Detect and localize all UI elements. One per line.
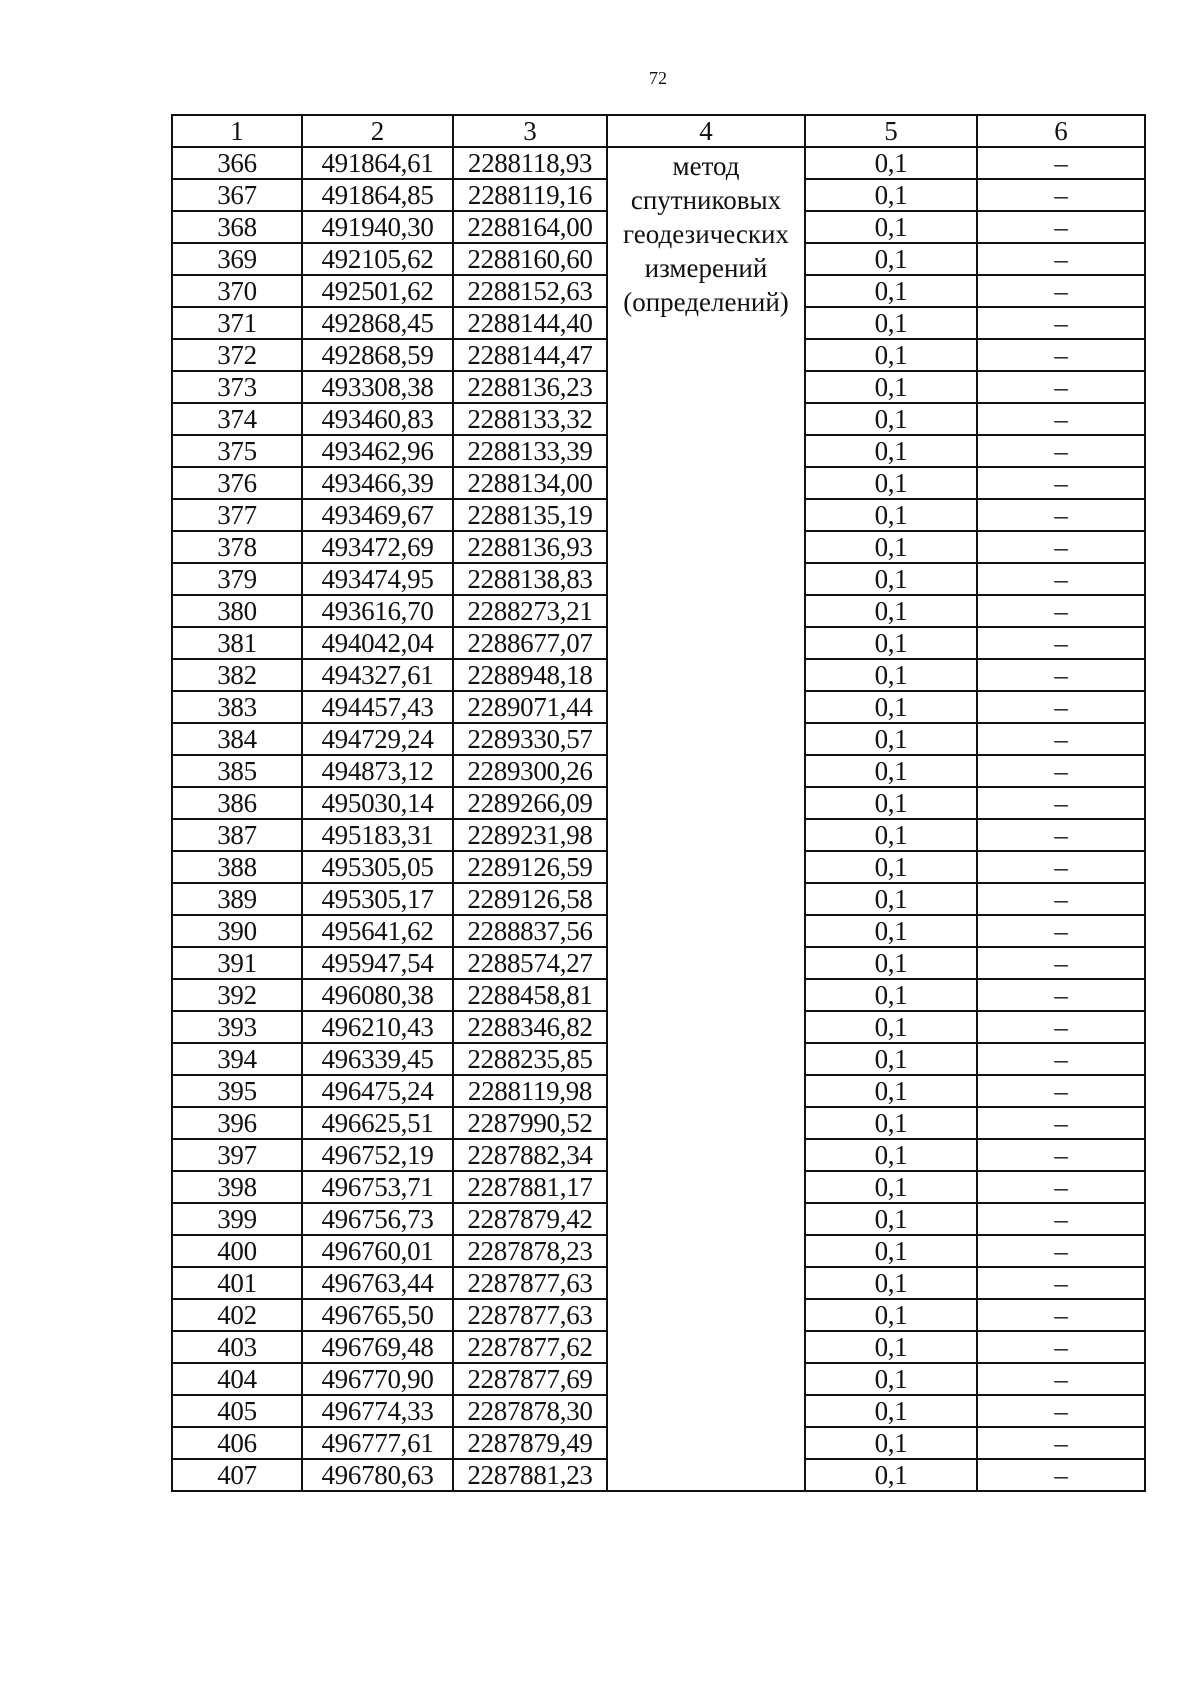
accuracy-cell: 0,1 [805,1139,977,1171]
coord-x-cell: 494457,43 [302,691,453,723]
point-number-cell: 396 [172,1107,302,1139]
coord-x-cell: 495947,54 [302,947,453,979]
coord-y-cell: 2288133,32 [453,403,607,435]
note-cell: – [977,1395,1145,1427]
note-cell: – [977,147,1145,179]
accuracy-cell: 0,1 [805,339,977,371]
coord-x-cell: 496753,71 [302,1171,453,1203]
accuracy-cell: 0,1 [805,1203,977,1235]
coord-x-cell: 491940,30 [302,211,453,243]
note-cell: – [977,339,1145,371]
coord-y-cell: 2288273,21 [453,595,607,627]
coord-x-cell: 495030,14 [302,787,453,819]
point-number-cell: 388 [172,851,302,883]
note-cell: – [977,403,1145,435]
accuracy-cell: 0,1 [805,691,977,723]
coord-y-cell: 2287879,49 [453,1427,607,1459]
point-number-cell: 379 [172,563,302,595]
accuracy-cell: 0,1 [805,1043,977,1075]
point-number-cell: 373 [172,371,302,403]
coord-y-cell: 2288346,82 [453,1011,607,1043]
coord-x-cell: 496210,43 [302,1011,453,1043]
coord-x-cell: 496752,19 [302,1139,453,1171]
coord-y-cell: 2287881,23 [453,1459,607,1491]
note-cell: – [977,1235,1145,1267]
coord-y-cell: 2288136,23 [453,371,607,403]
coord-x-cell: 495305,17 [302,883,453,915]
accuracy-cell: 0,1 [805,1299,977,1331]
coord-x-cell: 493472,69 [302,531,453,563]
method-cell [607,147,805,1491]
point-number-cell: 407 [172,1459,302,1491]
point-number-cell: 376 [172,467,302,499]
coord-y-cell: 2289126,59 [453,851,607,883]
coord-y-cell: 2287882,34 [453,1139,607,1171]
note-cell: – [977,659,1145,691]
accuracy-cell: 0,1 [805,851,977,883]
accuracy-cell: 0,1 [805,467,977,499]
method-text-line: геодезических [623,219,789,249]
note-cell: – [977,1299,1145,1331]
coord-x-cell: 496760,01 [302,1235,453,1267]
coord-x-cell: 495305,05 [302,851,453,883]
accuracy-cell: 0,1 [805,531,977,563]
note-cell: – [977,371,1145,403]
point-number-cell: 366 [172,147,302,179]
point-number-cell: 367 [172,179,302,211]
note-cell: – [977,947,1145,979]
accuracy-cell: 0,1 [805,1075,977,1107]
coordinates-table [171,114,1146,1492]
accuracy-cell: 0,1 [805,659,977,691]
note-cell: – [977,211,1145,243]
coord-x-cell: 491864,85 [302,179,453,211]
note-cell: – [977,307,1145,339]
coord-x-cell: 492105,62 [302,243,453,275]
accuracy-cell: 0,1 [805,915,977,947]
coord-x-cell: 496475,24 [302,1075,453,1107]
coord-x-cell: 496625,51 [302,1107,453,1139]
coord-y-cell: 2288458,81 [453,979,607,1011]
header-col-1: 1 [172,115,302,147]
coord-x-cell: 493469,67 [302,499,453,531]
coord-y-cell: 2287877,69 [453,1363,607,1395]
coord-y-cell: 2289266,09 [453,787,607,819]
accuracy-cell: 0,1 [805,1363,977,1395]
coord-x-cell: 496769,48 [302,1331,453,1363]
accuracy-cell: 0,1 [805,275,977,307]
point-number-cell: 375 [172,435,302,467]
header-row [172,115,1145,147]
note-cell: – [977,1363,1145,1395]
note-cell: – [977,435,1145,467]
coord-x-cell: 492501,62 [302,275,453,307]
coord-y-cell: 2288144,40 [453,307,607,339]
accuracy-cell: 0,1 [805,1427,977,1459]
accuracy-cell: 0,1 [805,1171,977,1203]
accuracy-cell: 0,1 [805,211,977,243]
point-number-cell: 371 [172,307,302,339]
coord-y-cell: 2288152,63 [453,275,607,307]
note-cell: – [977,1427,1145,1459]
point-number-cell: 387 [172,819,302,851]
accuracy-cell: 0,1 [805,563,977,595]
accuracy-cell: 0,1 [805,1459,977,1491]
point-number-cell: 370 [172,275,302,307]
note-cell: – [977,1011,1145,1043]
point-number-cell: 404 [172,1363,302,1395]
header-col-5: 5 [805,115,977,147]
coord-y-cell: 2288948,18 [453,659,607,691]
accuracy-cell: 0,1 [805,435,977,467]
accuracy-cell: 0,1 [805,371,977,403]
coord-y-cell: 2287878,23 [453,1235,607,1267]
point-number-cell: 380 [172,595,302,627]
coord-y-cell: 2287881,17 [453,1171,607,1203]
method-text-line: измерений [644,253,768,283]
point-number-cell: 384 [172,723,302,755]
coord-x-cell: 492868,59 [302,339,453,371]
note-cell: – [977,243,1145,275]
coord-x-cell: 493466,39 [302,467,453,499]
coord-x-cell: 494042,04 [302,627,453,659]
note-cell: – [977,595,1145,627]
method-text-line: (определений) [623,287,789,317]
coord-x-cell: 496774,33 [302,1395,453,1427]
coord-x-cell: 493462,96 [302,435,453,467]
accuracy-cell: 0,1 [805,1235,977,1267]
accuracy-cell: 0,1 [805,147,977,179]
point-number-cell: 394 [172,1043,302,1075]
note-cell: – [977,979,1145,1011]
coord-y-cell: 2287877,63 [453,1267,607,1299]
point-number-cell: 392 [172,979,302,1011]
point-number-cell: 389 [172,883,302,915]
header-col-6: 6 [977,115,1145,147]
accuracy-cell: 0,1 [805,1011,977,1043]
note-cell: – [977,883,1145,915]
coord-y-cell: 2287877,62 [453,1331,607,1363]
point-number-cell: 406 [172,1427,302,1459]
point-number-cell: 400 [172,1235,302,1267]
point-number-cell: 401 [172,1267,302,1299]
note-cell: – [977,691,1145,723]
coord-x-cell: 492868,45 [302,307,453,339]
note-cell: – [977,499,1145,531]
coord-x-cell: 493474,95 [302,563,453,595]
accuracy-cell: 0,1 [805,307,977,339]
point-number-cell: 398 [172,1171,302,1203]
coord-y-cell: 2287879,42 [453,1203,607,1235]
coord-y-cell: 2288164,00 [453,211,607,243]
note-cell: – [977,1331,1145,1363]
coord-x-cell: 496339,45 [302,1043,453,1075]
coord-x-cell: 493616,70 [302,595,453,627]
point-number-cell: 382 [172,659,302,691]
point-number-cell: 381 [172,627,302,659]
accuracy-cell: 0,1 [805,787,977,819]
accuracy-cell: 0,1 [805,819,977,851]
accuracy-cell: 0,1 [805,979,977,1011]
accuracy-cell: 0,1 [805,243,977,275]
note-cell: – [977,563,1145,595]
point-number-cell: 405 [172,1395,302,1427]
point-number-cell: 383 [172,691,302,723]
coord-x-cell: 496080,38 [302,979,453,1011]
coord-y-cell: 2288160,60 [453,243,607,275]
coord-x-cell: 496763,44 [302,1267,453,1299]
note-cell: – [977,1139,1145,1171]
coord-x-cell: 496770,90 [302,1363,453,1395]
table-header [172,115,1145,147]
coord-x-cell: 496756,73 [302,1203,453,1235]
point-number-cell: 393 [172,1011,302,1043]
note-cell: – [977,1171,1145,1203]
coord-y-cell: 2288134,00 [453,467,607,499]
table-body [172,147,1145,1491]
coord-y-cell: 2288135,19 [453,499,607,531]
accuracy-cell: 0,1 [805,883,977,915]
coord-y-cell: 2288133,39 [453,435,607,467]
coord-x-cell: 494729,24 [302,723,453,755]
accuracy-cell: 0,1 [805,947,977,979]
header-col-4: 4 [607,115,805,147]
point-number-cell: 385 [172,755,302,787]
method-text-line: спутниковых [630,185,782,215]
note-cell: – [977,1203,1145,1235]
note-cell: – [977,1459,1145,1491]
page-number: 72 [649,68,667,88]
accuracy-cell: 0,1 [805,499,977,531]
coord-x-cell: 495183,31 [302,819,453,851]
coord-y-cell: 2289126,58 [453,883,607,915]
coord-y-cell: 2287877,63 [453,1299,607,1331]
point-number-cell: 397 [172,1139,302,1171]
coord-x-cell: 493308,38 [302,371,453,403]
coord-x-cell: 491864,61 [302,147,453,179]
note-cell: – [977,915,1145,947]
point-number-cell: 372 [172,339,302,371]
point-number-cell: 403 [172,1331,302,1363]
note-cell: – [977,787,1145,819]
note-cell: – [977,723,1145,755]
point-number-cell: 402 [172,1299,302,1331]
note-cell: – [977,531,1145,563]
point-number-cell: 369 [172,243,302,275]
point-number-cell: 386 [172,787,302,819]
table-row [172,147,1145,179]
point-number-cell: 390 [172,915,302,947]
coord-y-cell: 2287878,30 [453,1395,607,1427]
coord-y-cell: 2288677,07 [453,627,607,659]
coord-y-cell: 2288235,85 [453,1043,607,1075]
coord-y-cell: 2289071,44 [453,691,607,723]
coord-y-cell: 2288119,16 [453,179,607,211]
coord-y-cell: 2288138,83 [453,563,607,595]
point-number-cell: 378 [172,531,302,563]
accuracy-cell: 0,1 [805,723,977,755]
coord-y-cell: 2288837,56 [453,915,607,947]
coord-x-cell: 495641,62 [302,915,453,947]
method-text-line: метод [672,151,740,181]
accuracy-cell: 0,1 [805,627,977,659]
accuracy-cell: 0,1 [805,755,977,787]
coord-x-cell: 496780,63 [302,1459,453,1491]
coord-x-cell: 494327,61 [302,659,453,691]
point-number-cell: 377 [172,499,302,531]
coord-y-cell: 2288136,93 [453,531,607,563]
accuracy-cell: 0,1 [805,179,977,211]
accuracy-cell: 0,1 [805,1395,977,1427]
coord-y-cell: 2288144,47 [453,339,607,371]
coord-y-cell: 2288118,93 [453,147,607,179]
note-cell: – [977,627,1145,659]
coord-y-cell: 2288119,98 [453,1075,607,1107]
coord-x-cell: 493460,83 [302,403,453,435]
point-number-cell: 374 [172,403,302,435]
note-cell: – [977,1043,1145,1075]
point-number-cell: 391 [172,947,302,979]
point-number-cell: 368 [172,211,302,243]
coord-x-cell: 496777,61 [302,1427,453,1459]
accuracy-cell: 0,1 [805,403,977,435]
note-cell: – [977,1267,1145,1299]
note-cell: – [977,755,1145,787]
coord-y-cell: 2288574,27 [453,947,607,979]
point-number-cell: 395 [172,1075,302,1107]
accuracy-cell: 0,1 [805,1267,977,1299]
coord-y-cell: 2289330,57 [453,723,607,755]
note-cell: – [977,179,1145,211]
accuracy-cell: 0,1 [805,1107,977,1139]
coord-x-cell: 496765,50 [302,1299,453,1331]
coord-y-cell: 2289300,26 [453,755,607,787]
note-cell: – [977,275,1145,307]
note-cell: – [977,851,1145,883]
header-col-3: 3 [453,115,607,147]
accuracy-cell: 0,1 [805,595,977,627]
coord-x-cell: 494873,12 [302,755,453,787]
note-cell: – [977,467,1145,499]
header-col-2: 2 [302,115,453,147]
accuracy-cell: 0,1 [805,1331,977,1363]
note-cell: – [977,1075,1145,1107]
point-number-cell: 399 [172,1203,302,1235]
note-cell: – [977,1107,1145,1139]
note-cell: – [977,819,1145,851]
coord-y-cell: 2289231,98 [453,819,607,851]
coord-y-cell: 2287990,52 [453,1107,607,1139]
